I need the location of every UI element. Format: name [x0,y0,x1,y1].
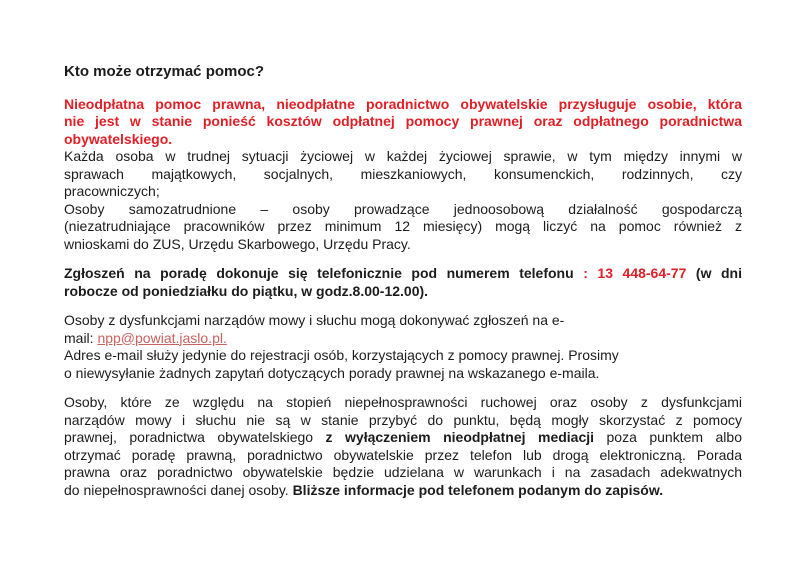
text-segment: prawnej, poradnictwa obywatelskiego [64,429,326,445]
document-content [64,63,742,499]
page-title [64,63,742,81]
text-segment: Zgłoszeń na poradę dokonuje się telefonicznie pod numerem telefonu [64,265,584,281]
heading-text: Kto może otrzymać pomoc? [64,63,265,80]
text-segment: Osoby z dysfunkcjami narządów mowy i słuchu mogą dokonywać zgłoszeń na e- [64,312,565,328]
text-line [64,394,742,412]
paragraph-email-registration [64,312,742,382]
text-line [64,429,742,447]
text-line [64,365,742,383]
text-segment: otrzymać poradę prawną, poradnictwo obywatelskie przez telefon lub drogą elektroniczną. Porada [64,446,742,463]
text-segment: (niezatrudniające pracowników przez minimum 12 miesięcy) mogą liczyć na pomoc również z [64,218,742,234]
text-segment: narządów mowy i słuchu nie są w stanie przybyć do punktu, będą mogły skorzystać z pomocy [64,411,742,428]
text-segment: Osoby samozatrudnione – osoby prowadzące jednoosobową działalność gospodarczą [64,200,742,217]
text-line [64,148,742,166]
text-line [64,218,742,236]
text-line [64,482,742,500]
text-line [64,236,742,254]
text-line [64,113,742,131]
text-line [64,312,742,330]
phone-number: : 13 448-64-77 [583,265,687,281]
text-line [64,447,742,465]
text-segment: pracowniczych; [64,183,160,199]
text-segment: (w dni [686,265,742,281]
text-segment: prawna oraz poradnictwo obywatelskie będzie udzielana w warunkach i na zasadach adekwatnych [64,464,742,480]
text-line [64,131,742,149]
text-line [64,63,742,81]
text-segment: Każda osoba w trudnej sytuacji życiowej w każdej życiowej sprawie, w tym między innymi w [64,148,742,164]
text-line [64,265,742,283]
text-line [64,201,742,219]
text-segment: sprawach majątkowych, socjalnych, mieszkaniowych, konsumenckich, rodzinnych, czy [64,165,742,182]
paragraph-phone-registration [64,265,742,300]
text-segment: wnioskami do ZUS, Urzędu Skarbowego, Urzędu Pracy. [64,235,411,252]
text-segment: o niewysyłanie żadnych zapytań dotyczących porady prawnej na wskazanego e-maila. [64,364,600,381]
text-line [64,96,742,114]
text-segment: poza punktem albo [594,429,742,445]
text-line [64,412,742,430]
email-link[interactable]: npp@powiat.jaslo.pl. [97,329,227,346]
text-segment: mail: [64,329,98,346]
paragraph-disability-access [64,394,742,499]
text-line [64,464,742,482]
text-segment: robocze od poniedziałku do piątku, w godz.8.00-12.00). [64,282,429,299]
text-segment: nie jest w stanie ponieść kosztów odpłatnej pomocy prawnej oraz odpłatnego poradnictwa [64,113,742,129]
text-line [64,347,742,365]
text-segment: z wyłączeniem nieodpłatnej mediacji [325,429,595,445]
text-line [64,330,742,348]
text-line [64,166,742,184]
text-segment: obywatelskiego. [64,130,173,147]
text-line [64,183,742,201]
text-segment: Bliższe informacje pod telefonem podanym do zapisów. [292,481,664,498]
text-segment: Nieodpłatna pomoc prawna, nieodpłatne poradnictwo obywatelskie przysługuje osobie, która [64,95,742,112]
text-line [64,283,742,301]
paragraph-eligibility [64,96,742,254]
text-segment: Adres e-mail służy jedynie do rejestracji osób, korzystających z pomocy prawnej. Prosimy [64,347,619,363]
text-segment: do niepełnosprawności danej osoby. [64,481,293,498]
text-segment: Osoby, które ze względu na stopień niepełnosprawności ruchowej oraz osoby z dysfunkcjami [64,394,742,410]
